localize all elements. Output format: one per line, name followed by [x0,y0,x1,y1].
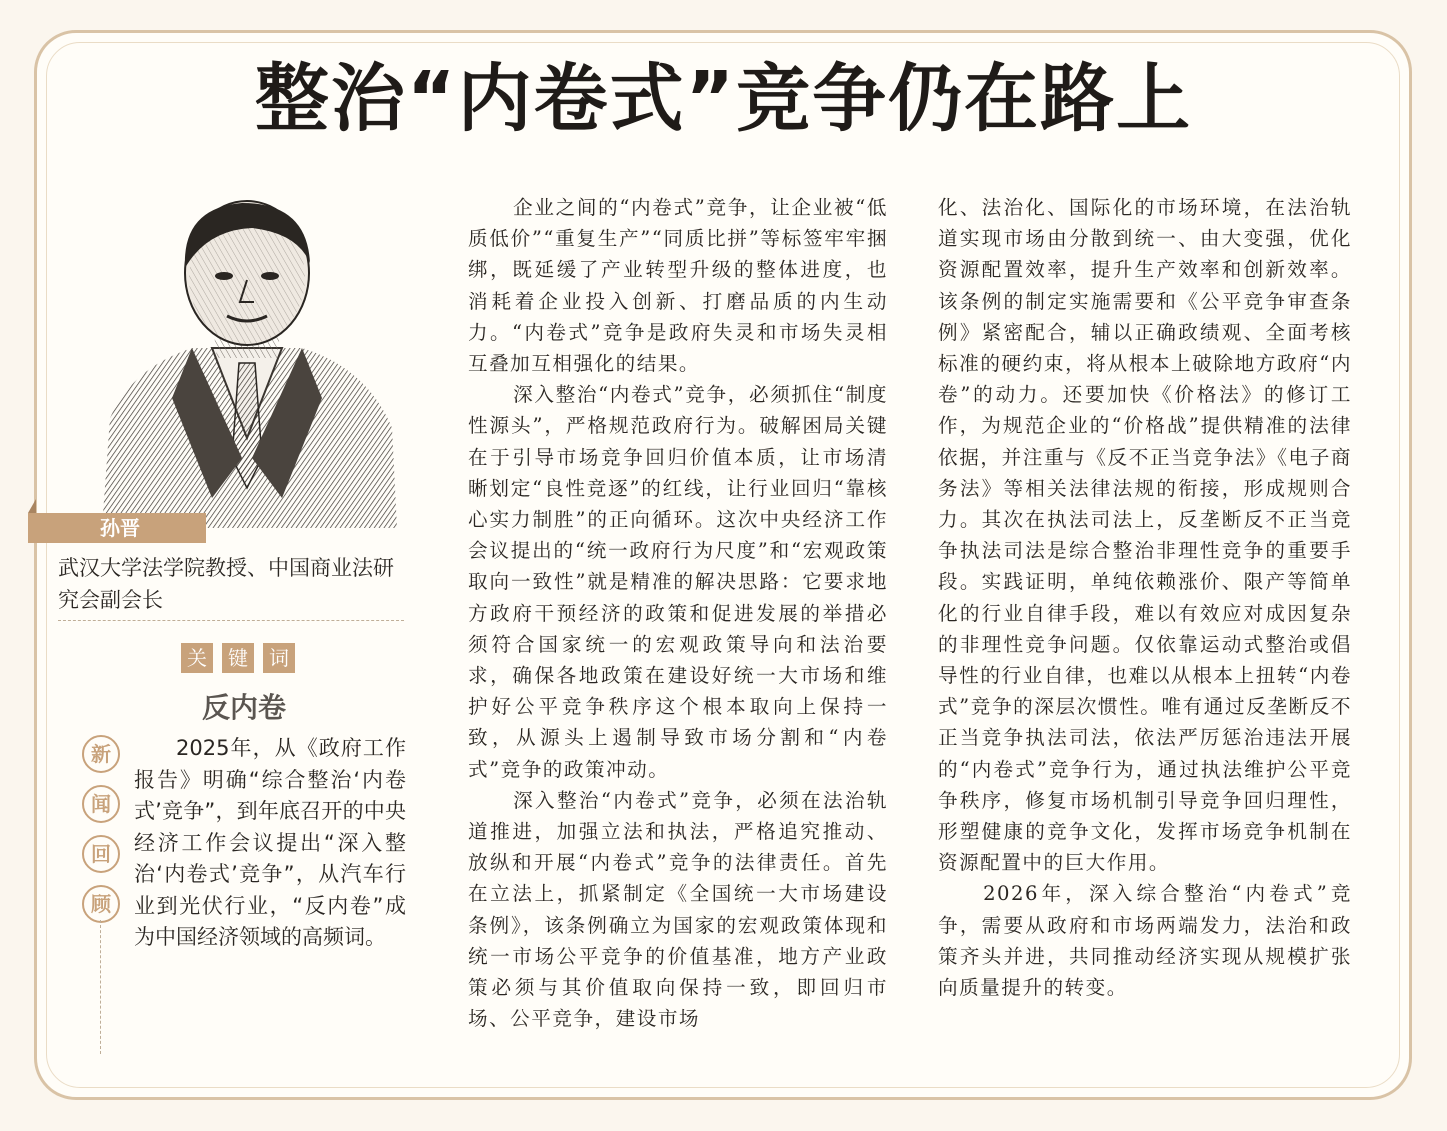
news-review-badge: 回 [82,835,120,873]
article-paragraph: 深入整治“内卷式”竞争，必须抓住“制度性源头”，严格规范政府行为。破解困局关键在于引导市场竞争回归价值本质，让市场清晰划定“良性竞逐”的红线，让行业回归“靠核心实力制胜”的正向循环。这次中央经济工作会议提出的“统一政府行为尺度”和“宏观政策取向一致性”就是精准的解决思路：它要求地方政府干预经济的政策和促进发展的举措必须符合国家统一的宏观政策导向和法治要求，确保各地政策在建设好统一大市场和维护好公平竞争秩序这个根本取向上保持一致，从源头上遏制导致市场分割和“内卷式”竞争的政策冲动。 [468,383,888,781]
news-review-badge: 闻 [82,785,120,823]
article-paragraph: 企业之间的“内卷式”竞争，让企业被“低质低价”“重复生产”“同质比拼”等标签牢牢捆绑，既延缓了产业转型升级的整体进度，也消耗着企业投入创新、打磨品质的内生动力。“内卷式”竞争是政府失灵和市场失灵相互叠加互相强化的结果。 [468,196,888,376]
author-name: 孙晋 [100,516,140,540]
news-review-badge: 新 [82,735,120,773]
news-review-badge: 顾 [82,885,120,923]
news-review-line [100,920,101,1054]
article-column-2 [938,192,1352,1003]
headline: 整治“内卷式”竞争仍在路上 [254,56,1193,142]
keyword-label-char: 词 [263,643,295,673]
news-review-badges [82,735,120,935]
article-paragraph: 化、法治化、国际化的市场环境，在法治轨道实现市场由分散到统一、由大变强，优化资源配置效率，提升生产效率和创新效率。该条例的制定实施需要和《公平竞争审查条例》紧密配合，辅以正确政绩观、全面考核标准的硬约束，将从根本上破除地方政府“内卷”的动力。还要加快《价格法》的修订工作，为规范企业的“价格战”提供精准的法律依据，并注重与《反不正当竞争法》《电子商务法》等相关法律法规的衔接，形成规则合力。其次在执法司法上，反垄断反不正当竞争执法司法是综合整治非理性竞争的重要手段。实践证明，单纯依赖涨价、限产等简单化的行业自律手段，难以有效应对成因复杂的非理性竞争问题。仅依靠运动式整治或倡导性的行业自律，也难以从根本上扭转“内卷式”竞争的深层次惯性。唯有通过反垄断反不正当竞争执法司法，依法严厉惩治违法开展的“内卷式”竞争行为，通过执法维护公平竞争秩序，修复市场机制引导竞争回归理性，形塑健康的竞争文化，发挥市场竞争机制在资源配置中的巨大作用。 [938,196,1352,875]
author-affiliation: 武汉大学法学院教授、中国商业法研究会副会长 [58,556,394,612]
news-review-text: 2025年，从《政府工作报告》明确“综合整治‘内卷式’竞争”，到年底召开的中央经济工作会议提出“深入整治‘内卷式’竞争”，从汽车行业到光伏行业，“反内卷”成为中国经济领域的高频词。 [134,736,406,949]
article-column-1 [468,192,888,1034]
article-paragraph: 2026年，深入综合整治“内卷式”竞争，需要从政府和市场两端发力，法治和政策齐头并进，共同推动经济实现从规模扩张向质量提升的转变。 [938,882,1352,1000]
keyword-term: 反内卷 [201,691,286,724]
keyword-label [181,643,295,673]
divider [58,620,404,621]
keyword-label-char: 键 [222,643,254,673]
keyword-label-char: 关 [181,643,213,673]
author-portrait [92,198,400,528]
article-paragraph: 深入整治“内卷式”竞争，必须在法治轨道推进，加强立法和执法，严格追究推动、放纵和开展“内卷式”竞争的法律责任。首先在立法上，抓紧制定《全国统一大市场建设条例》，该条例确立为国家的宏观政策体现和统一市场公平竞争的价值基准，地方产业政策必须与其价值取向保持一致，即回归市场、公平竞争，建设市场 [468,788,888,1031]
